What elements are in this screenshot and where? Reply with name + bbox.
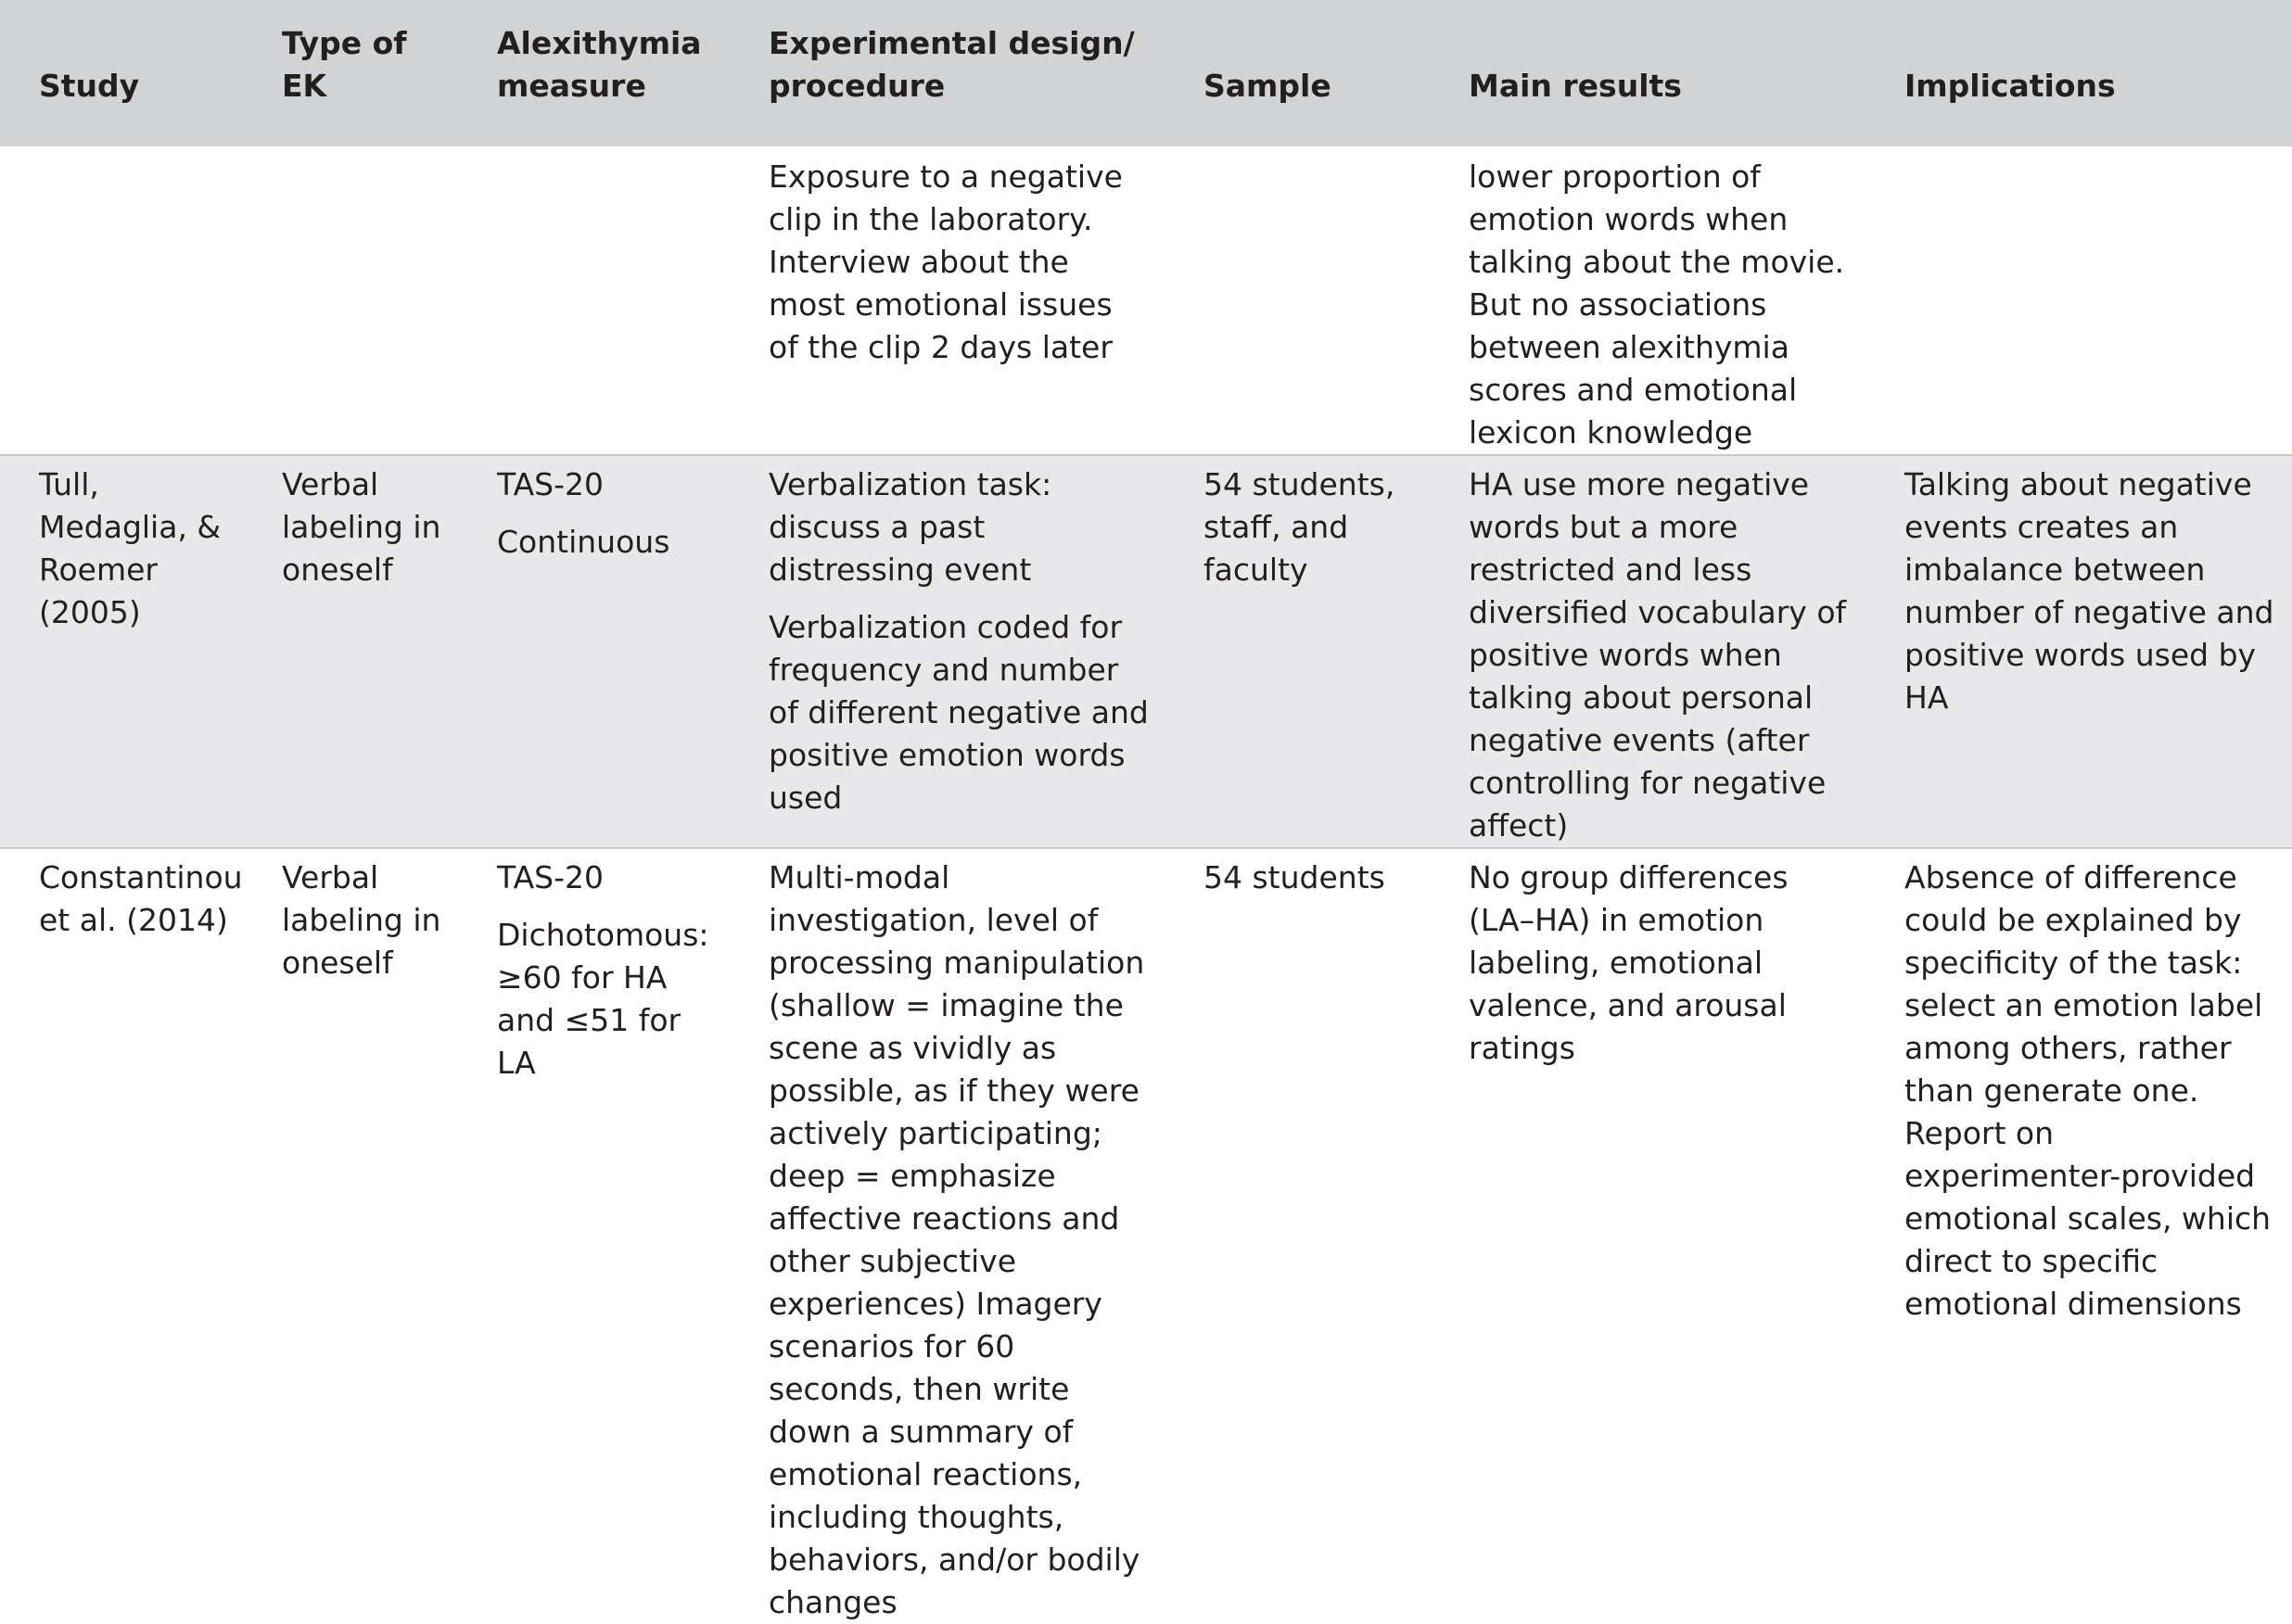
table-body	[0, 146, 2292, 1624]
header-type-of-ek: Type of EK	[282, 25, 407, 104]
header-sample: Sample	[1203, 68, 1331, 104]
table-row	[0, 146, 2292, 455]
cell-sample	[1165, 146, 1430, 455]
cell-study: Constantinou et al. (2014)	[0, 848, 243, 1624]
cell-type: Verbal labeling in oneself	[243, 848, 458, 1624]
measure-detail: Dichotomous: ≥60 for HA and ≤51 for LA	[497, 917, 709, 1081]
cell-implications	[1865, 146, 2292, 455]
header-study: Study	[39, 68, 140, 104]
measure-detail: Continuous	[497, 524, 670, 560]
cell-sample: 54 students	[1165, 848, 1430, 1624]
cell-study: Tull, Medaglia, & Roemer (2005)	[0, 455, 243, 848]
cell-results: No group differences (LA–HA) in emotion labeling, emotional valence, and arousal ratings	[1430, 848, 1865, 1624]
header-alexithymia-measure: Alexithymia measure	[497, 25, 702, 104]
header-design: Experimental design/ procedure	[769, 25, 1135, 104]
table-row	[0, 848, 2292, 1624]
cell-design	[730, 455, 1165, 848]
cell-sample: 54 students, staff, and faculty	[1165, 455, 1430, 848]
cell-study	[0, 146, 243, 455]
cell-design: Exposure to a negative clip in the laboratory. Interview about the most emotional issues of the clip 2 days later	[769, 159, 1123, 365]
design-text: Verbalization task: discuss a past distressing event	[769, 466, 1052, 588]
cell-implications: Talking about negative events creates an imbalance between number of negative and positive words used by HA	[1865, 455, 2292, 848]
cell-measure	[458, 848, 730, 1624]
header-implications: Implications	[1904, 68, 2116, 104]
cell-design: Multi-modal investigation, level of processing manipulation (shallow = imagine the scene as vividly as possible, as if they were actively participating; deep = emphasize affective reactions and other subjective experiences) Imagery scenarios for 60 seconds, then write down a summary of emotional reactions, including thoughts, behaviors, and/or bodily changes	[730, 848, 1165, 1624]
header-row	[0, 0, 2292, 146]
cell-measure	[458, 455, 730, 848]
table-header	[0, 0, 2292, 146]
cell-type	[243, 146, 458, 455]
cell-measure	[458, 146, 730, 455]
design-detail: Verbalization coded for frequency and number of different negative and positive emotion words used	[769, 609, 1149, 816]
cell-results: lower proportion of emotion words when talking about the movie. But no associations between alexithymia scores and emotional lexicon knowledge	[1469, 159, 1845, 450]
cell-results: HA use more negative words but a more restricted and less diversified vocabulary of positive words when talking about personal negative events (after controlling for negative affect)	[1430, 455, 1865, 848]
measure-name: TAS-20	[497, 859, 605, 895]
measure-name: TAS-20	[497, 466, 605, 502]
cell-type: Verbal labeling in oneself	[243, 455, 458, 848]
table-row	[0, 455, 2292, 848]
cell-implications: Absence of difference could be explained by specificity of the task: select an emotion label among others, rather than generate one. Report on experimenter-provided emotional scales, which direct to specific emotional dimensions	[1865, 848, 2292, 1624]
header-main-results: Main results	[1469, 68, 1682, 104]
